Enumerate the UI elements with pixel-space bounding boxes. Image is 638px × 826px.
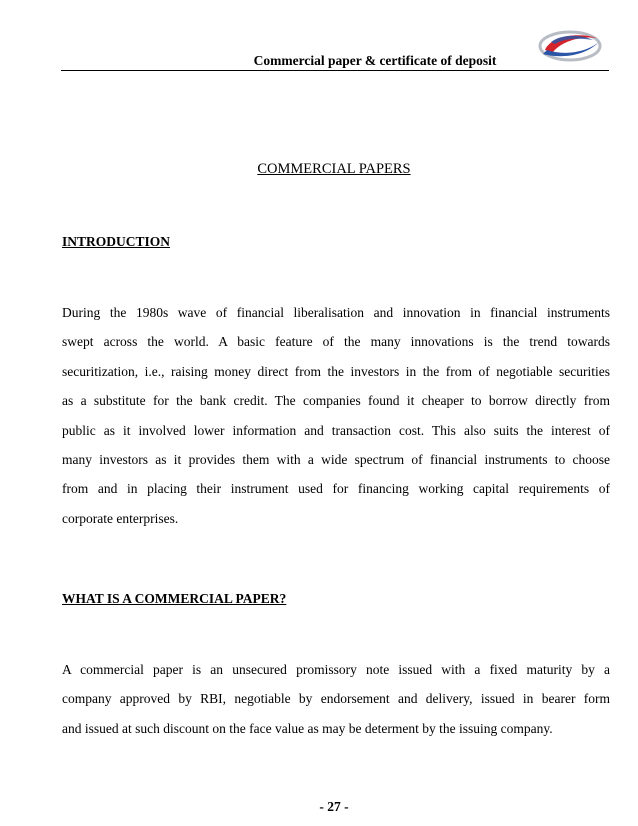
paragraph-line: from and in placing their instrument used for financing working capital requirements of: [62, 481, 610, 497]
company-logo-icon: [537, 28, 603, 64]
section-heading-what-is-commercial-paper: WHAT IS A COMMERCIAL PAPER?: [62, 591, 287, 606]
section-heading-introduction: INTRODUCTION: [62, 234, 171, 249]
paragraph-line: public as it involved lower information and transaction cost. This also suits the interest of: [62, 422, 610, 438]
paragraph-line: company approved by RBI, negotiable by endorsement and delivery, issued in bearer form: [62, 691, 610, 707]
paragraph-introduction: [62, 298, 610, 533]
paragraph-line: A commercial paper is an unsecured promissory note issued with a fixed maturity by a: [62, 662, 610, 677]
header-divider: [61, 70, 609, 71]
page-title: COMMERCIAL PAPERS: [257, 161, 411, 177]
header-title: Commercial paper & certificate of deposit: [253, 53, 497, 68]
paragraph-line: corporate enterprises.: [62, 510, 179, 526]
paragraph-line: and issued at such discount on the face value as may be determent by the issuing company.: [62, 720, 553, 736]
paragraph-line: securitization, i.e., raising money direct from the investors in the from of negotiable securities: [62, 363, 610, 379]
paragraph-line: During the 1980s wave of financial liberalisation and innovation in financial instruments: [62, 305, 610, 320]
paragraph-definition: [62, 655, 610, 743]
paragraph-line: swept across the world. A basic feature of the many innovations is the trend towards: [62, 334, 610, 350]
page-number: - 27 -: [319, 799, 349, 814]
paragraph-line: as a substitute for the bank credit. The companies found it cheaper to borrow directly from: [62, 393, 610, 409]
paragraph-line: many investors as it provides them with a wide spectrum of financial instruments to choose: [62, 451, 610, 467]
